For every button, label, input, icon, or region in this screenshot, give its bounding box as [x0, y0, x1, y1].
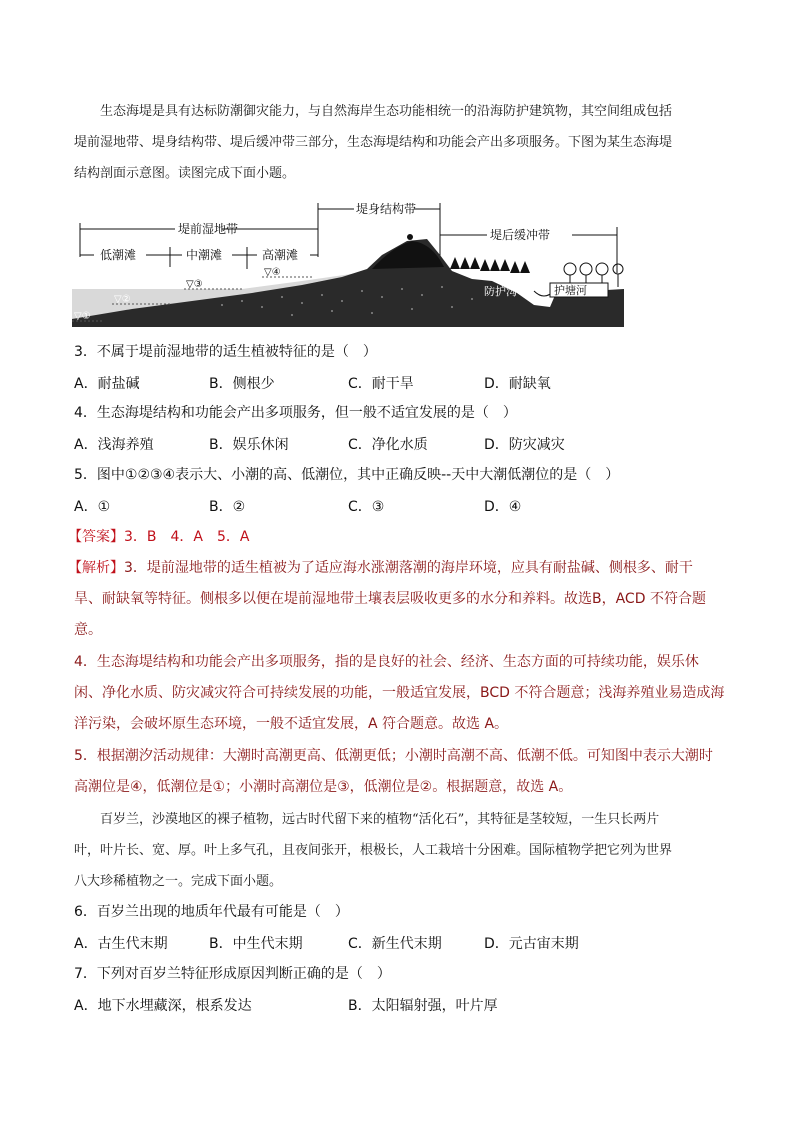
analysis-5: [74, 741, 734, 803]
q4-option-a[interactable]: A．浅海养殖: [74, 437, 154, 453]
passage-1-line: 生态海堤是具有达标防潮御灾能力，与自然海岸生态功能相统一的沿海防护建筑物，其空间组成包括: [100, 104, 673, 119]
analysis-line: 高潮位是④，低潮位是①；小潮时高潮位是③，低潮位是②。根据题意，故选 A。: [74, 779, 573, 795]
passage-1: [74, 96, 724, 189]
question-4-stem: 4．生态海堤结构和功能会产出多项服务，但一般不适宜发展的是（ ）: [74, 405, 517, 421]
question-7-stem: 7．下列对百岁兰特征形成原因判断正确的是（ ）: [74, 966, 391, 982]
analysis-tag: 【解析】: [68, 560, 124, 576]
tide-marker-4: ▽④: [264, 267, 281, 278]
analysis-line: 旱、耐缺氧等特征。侧根多以便在堤前湿地带土壤表层吸收更多的水分和养料。故选B，ACD 不符合题: [74, 591, 706, 607]
q3-option-a[interactable]: A．耐盐碱: [74, 376, 140, 392]
seawall-body: [72, 239, 624, 327]
q7-option-a[interactable]: A．地下水埋藏深，根系发达: [74, 998, 252, 1014]
tree-row: [450, 257, 530, 273]
analysis-line: 闲、净化水质、防灾减灾符合可持续发展的功能，一般适宜发展，BCD 不符合题意；浅海养殖业易造成海: [74, 685, 725, 701]
analysis-3: [68, 553, 728, 646]
q3-option-d[interactable]: D．耐缺氧: [484, 376, 551, 392]
q4-option-b[interactable]: B．娱乐休闲: [209, 437, 289, 453]
q4-option-c[interactable]: C．净化水质: [348, 437, 428, 453]
crest-marker: [407, 234, 413, 240]
q7-option-b[interactable]: B．太阳辐射强，叶片厚: [348, 998, 498, 1014]
question-5-stem: 5．图中①②③④表示大、小潮的高、低潮位，其中正确反映--天中大潮低潮位的是（ ）: [74, 467, 620, 483]
q4-option-d[interactable]: D．防灾减灾: [484, 437, 565, 453]
analysis-line: 洋污染，会破坏原生态环境，一般不适宜发展，A 符合题意。故选 A。: [74, 716, 509, 732]
passage-2-line: 百岁兰，沙漠地区的裸子植物，远古时代留下来的植物“活化石”，其特征是茎较短，一生只长两片: [100, 812, 660, 827]
question-6-stem: 6．百岁兰出现的地质年代最有可能是（ ）: [74, 904, 349, 920]
analysis-line: 意。: [74, 622, 102, 638]
q5-option-d[interactable]: D．④: [484, 499, 522, 515]
tide-marker-2: ▽②: [114, 294, 131, 305]
answer-line: [68, 527, 249, 547]
analysis-4: [74, 647, 734, 740]
analysis-line: 5．根据潮汐活动规律：大潮时高潮更高、低潮更低；小潮时高潮不高、低潮不低。可知图中表示大潮时: [74, 748, 713, 764]
q3-option-c[interactable]: C．耐干旱: [348, 376, 414, 392]
analysis-text: 3．堤前湿地带的适生植被为了适应海水涨潮落潮的海岸环境，应具有耐盐碱、侧根多、耐干: [124, 560, 693, 576]
tide-marker-3: ▽③: [186, 279, 203, 290]
zone-front-label: 堤前湿地带: [178, 222, 239, 236]
analysis-line: 4．生态海堤结构和功能会产出多项服务，指的是良好的社会、经济、生态方面的可持续功能，娱乐休: [74, 654, 699, 670]
passage-1-line: 堤前湿地带、堤身结构带、堤后缓冲带三部分，生态海堤结构和功能会产出多项服务。下图为某生态海堤: [74, 135, 673, 150]
answer-text: 3．B 4．A 5．A: [124, 529, 250, 545]
q6-option-c[interactable]: C．新生代末期: [348, 936, 442, 952]
analysis-line: [68, 553, 728, 584]
q6-option-a[interactable]: A．古生代末期: [74, 936, 168, 952]
q6-option-b[interactable]: B．中生代末期: [209, 936, 303, 952]
passage-1-line: 结构剖面示意图。读图完成下面小题。: [74, 166, 296, 181]
tide-marker-1: ▽①: [74, 311, 91, 322]
q5-option-c[interactable]: C．③: [348, 499, 385, 515]
q3-option-b[interactable]: B．侧根少: [209, 376, 275, 392]
passage-2-line: 叶，叶片长、宽、厚。叶上多气孔，且夜间张开，根极长，人工栽培十分困难。国际植物学把它列为世界: [74, 843, 673, 858]
answer-tag: 【答案】: [68, 529, 124, 545]
high-flat-label: 高潮滩: [262, 248, 299, 262]
question-3-stem: 3．不属于堤前湿地带的适生植被特征的是（ ）: [74, 344, 377, 360]
q5-option-a[interactable]: A．①: [74, 499, 111, 515]
low-flat-label: 低潮滩: [100, 248, 137, 262]
river-label: 护塘河: [554, 284, 587, 297]
q6-option-d[interactable]: D．元古宙末期: [484, 936, 579, 952]
mid-flat-label: 中潮滩: [186, 248, 223, 262]
passage-2: [74, 804, 734, 897]
seawall-cross-section-diagram: [72, 197, 624, 327]
q5-option-b[interactable]: B．②: [209, 499, 246, 515]
zone-body-label: 堤身结构带: [356, 202, 417, 216]
passage-2-line: 八大珍稀植物之一。完成下面小题。: [74, 874, 283, 889]
zone-back-label: 堤后缓冲带: [490, 228, 551, 242]
moat-label: 防护沟: [484, 285, 517, 298]
